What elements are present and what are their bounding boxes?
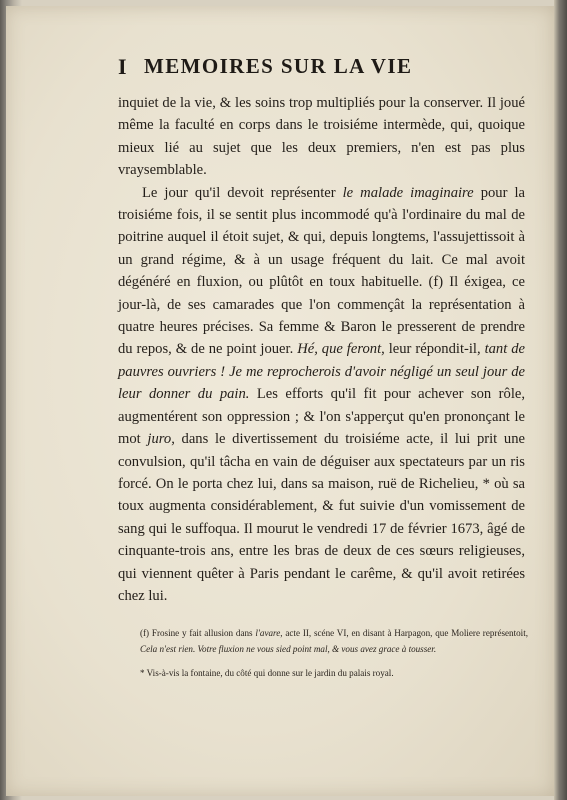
page-number: I [118,54,127,79]
text-run: , leur répondit-il, [381,341,485,358]
word-juro: juro [147,431,172,448]
footnotes [140,626,528,691]
quotation: tant de pauvres ouvriers ! Je me reprocherois d'avoir négligé un seul jour de leur donner du pain. [118,341,525,403]
text-run: (f) Frosine y fait allusion dans [140,628,256,638]
paragraph-2 [118,182,525,608]
footnote-star: * Vis-à-vis la fontaine, du côté qui donne sur le jardin du palais royal. [140,668,394,678]
play-title: l'avare [255,628,281,638]
text-run: Les efforts qu'il fit pour achever son rôle, augmentérent son oppression ; & l'on s'apperçut qu'en prononçant le mot [118,386,525,448]
text-run: , acte II, scéne VI, en disant à Harpagon, que Moliere représentoit, [280,628,529,638]
facing-page-edge [554,0,567,800]
main-text [118,92,525,607]
text-run: Le jour qu'il devoit représenter [142,184,343,201]
footnote-f [140,626,528,657]
quotation: Cela n'est rien. Votre fluxion ne vous sied point mal, & vous avez grace à tousser. [140,643,437,654]
text-run: , dans le divertissement du troisiéme acte, il lui prit une convulsion, qu'il tâcha en vain de déguiser aux spectateurs par un ris forcé. On le porta chez lui, dans sa maison, ruë de Richelieu, * où sa toux augmenta considérablement, & fut suivie d'un vomissement de sang qui le suffoqua. Il mourut le vendredi 17 de février 1673, âgé de cinquante-trois ans, entre les bras de deux de ces sœurs religieuses, qui viennent quêter à Paris pendant le carême, & qu'il avoit retirées chez lui. [118,431,525,604]
page-header [118,52,528,92]
text-run: pour la troisiéme fois, il se sentit plus incommodé qu'à l'ordinaire du mal de poitrine auquel il étoit sujet, & qui, depuis longtems, l'assujettissoit à un grand régime, & à un usage fréquent du lait. Ce mal avoit dégénéré en fluxion, ou plûtôt en toux habituelle. (f) Il éxigea, ce jour-là, de ses camarades que l'on commençât la représentation à quatre heures précises. Sa femme & Baron le presserent de prendre du repos, & de ne point jouer. [118,184,525,358]
running-title: MEMOIRES SUR LA VIE [144,54,413,78]
play-title: le malade imaginaire [342,184,474,201]
quotation: Hé, que feront [297,341,382,358]
paragraph-1: inquiet de la vie, & les soins trop multipliés pour la conserver. Il joué même la faculté en corps dans le troisiéme intermède, qui, quoique mieux lié au sujet que les deux premiers, n'en est pas plus vraysemblable. [118,95,525,179]
